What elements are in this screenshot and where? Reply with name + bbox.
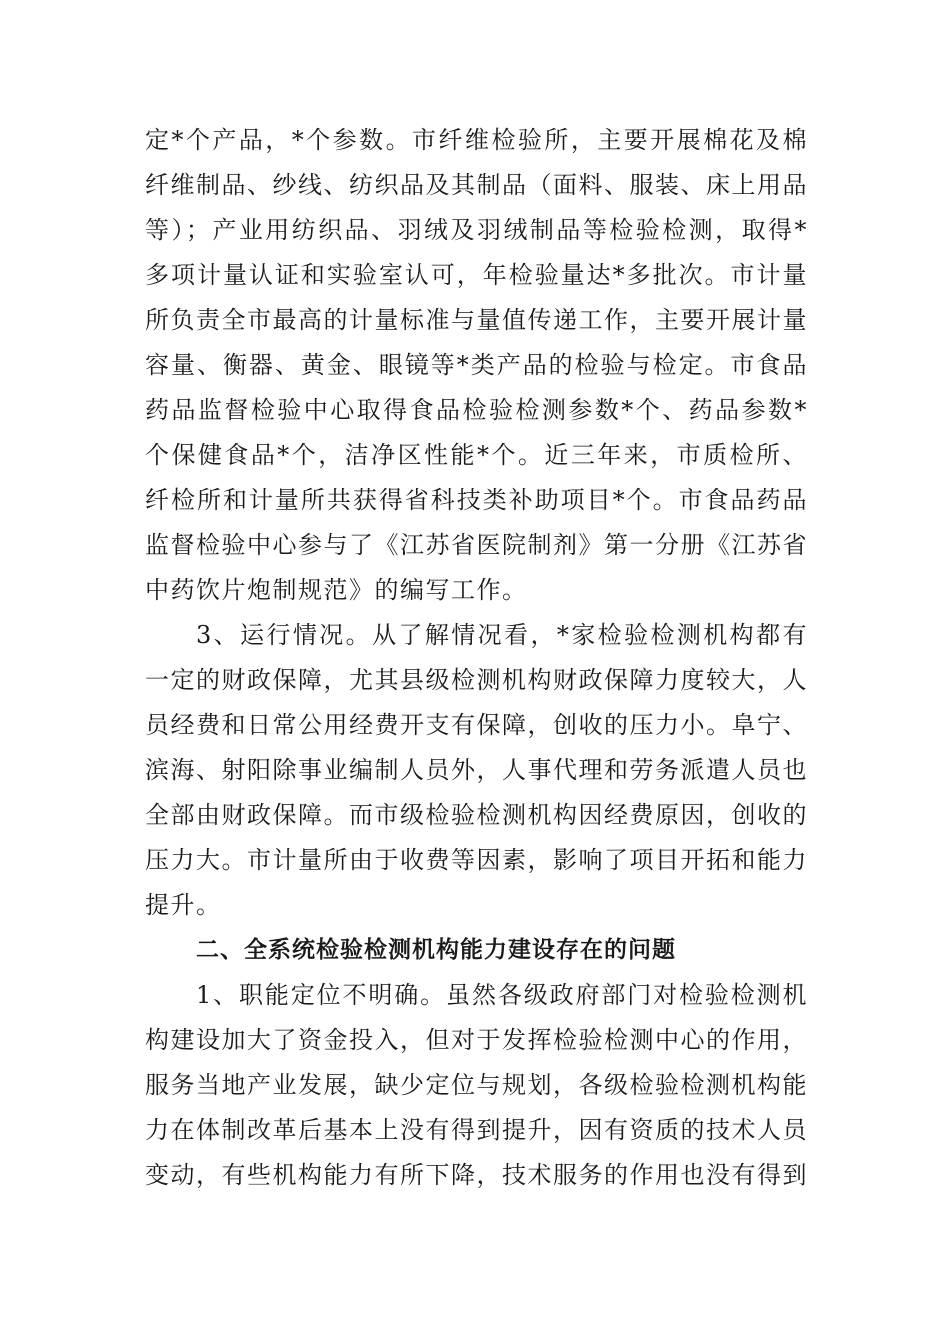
paragraph-function-positioning: 1、职能定位不明确。虽然各级政府部门对检验检测机构建设加大了资金投入，但对于发挥检验检测中心的作用，服务当地产业发展，缺少定位与规划，各级检验检测机构能力在体制改革后基本上没有得到提升，因有资质的技术人员变动，有些机构能力有所下降，技术服务的作用也没有得到 [145, 981, 808, 1189]
section-heading: 二、全系统检验检测机构能力建设存在的问题 [196, 937, 676, 963]
paragraph-operation-status: 3、运行情况。从了解情况看，*家检验检测机构都有一定的财政保障，尤其县级检测机构财政保障力度较大，人员经费和日常公用经费开支有保障，创收的压力小。阜宁、滨海、射阳除事业编制人员外，人事代理和劳务派遣人员也全部由财政保障。而市级检验检测机构因经费原因，创收的压力大。市计量所由于收费等因素，影响了项目开拓和能力提升。 [145, 621, 808, 919]
document-body [145, 118, 808, 1198]
paragraph-continuation: 定*个产品，*个参数。市纤维检验所，主要开展棉花及棉纤维制品、纱线、纺织品及其制品（面料、服装、床上用品等）；产业用纺织品、羽绒及羽绒制品等检验检测，取得*多项计量认证和实验室认可，年检验量达*多批次。市计量所负责全市最高的计量标准与量值传递工作，主要开展计量容量、衡器、黄金、眼镜等*类产品的检验与检定。市食品药品监督检验中心取得食品检验检测参数*个、药品参数*个保健食品*个，洁净区性能*个。近三年来，市质检所、纤检所和计量所共获得省科技类补助项目*个。市食品药品监督检验中心参与了《江苏省医院制剂》第一分册《江苏省中药饮片炮制规范》的编写工作。 [145, 126, 808, 604]
